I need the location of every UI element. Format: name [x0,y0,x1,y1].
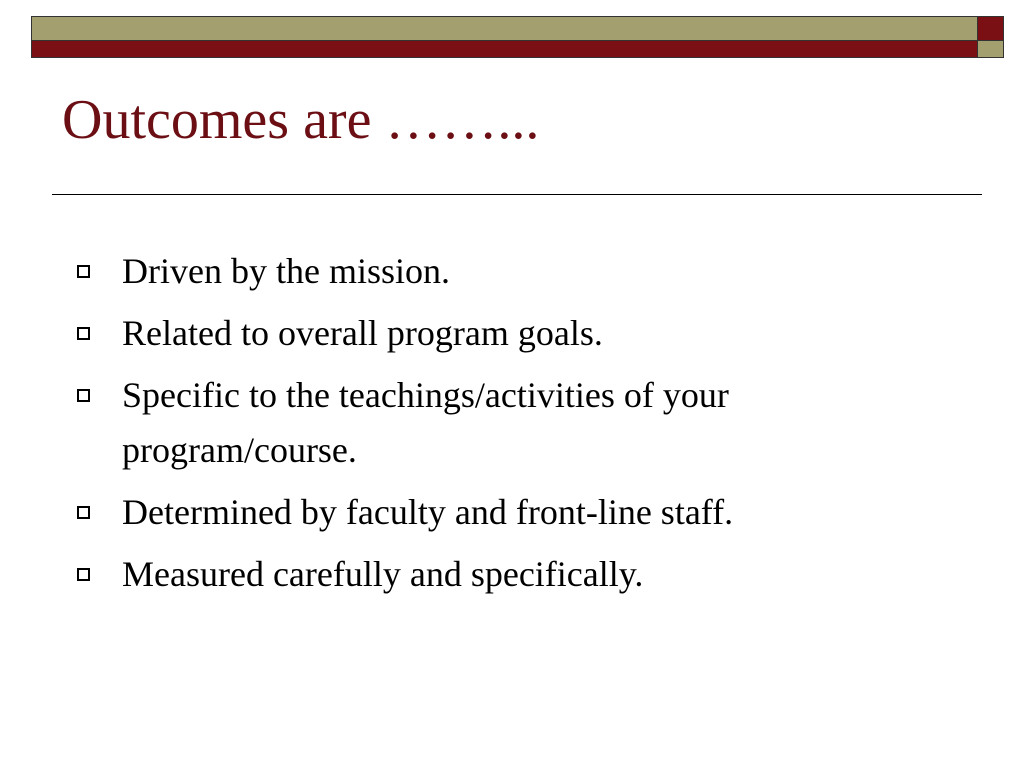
bullet-item [0,485,1024,540]
bullet-text: Determined by faculty and front-line staff. [122,492,734,532]
header-bar-maroon [31,40,978,58]
bullet-text: Related to overall program goals. [122,313,603,353]
hollow-square-bullet-icon [77,568,90,581]
bullet-text: Specific to the teachings/activities of your program/course. [122,375,729,470]
hollow-square-bullet-icon [77,389,90,402]
bullet-item [0,368,1024,478]
bullet-text: Measured carefully and specifically. [122,554,644,594]
title-divider [52,194,982,195]
bullet-text: Driven by the mission. [122,251,450,291]
slide-title: Outcomes are ……... [62,89,540,151]
hollow-square-bullet-icon [77,506,90,519]
bullet-list [0,244,1024,609]
hollow-square-bullet-icon [77,327,90,340]
header-bar-olive [31,16,978,41]
bullet-item [0,244,1024,299]
header-square-olive [977,40,1004,58]
hollow-square-bullet-icon [77,265,90,278]
bullet-item [0,306,1024,361]
header-square-maroon [977,16,1004,41]
bullet-item [0,547,1024,602]
